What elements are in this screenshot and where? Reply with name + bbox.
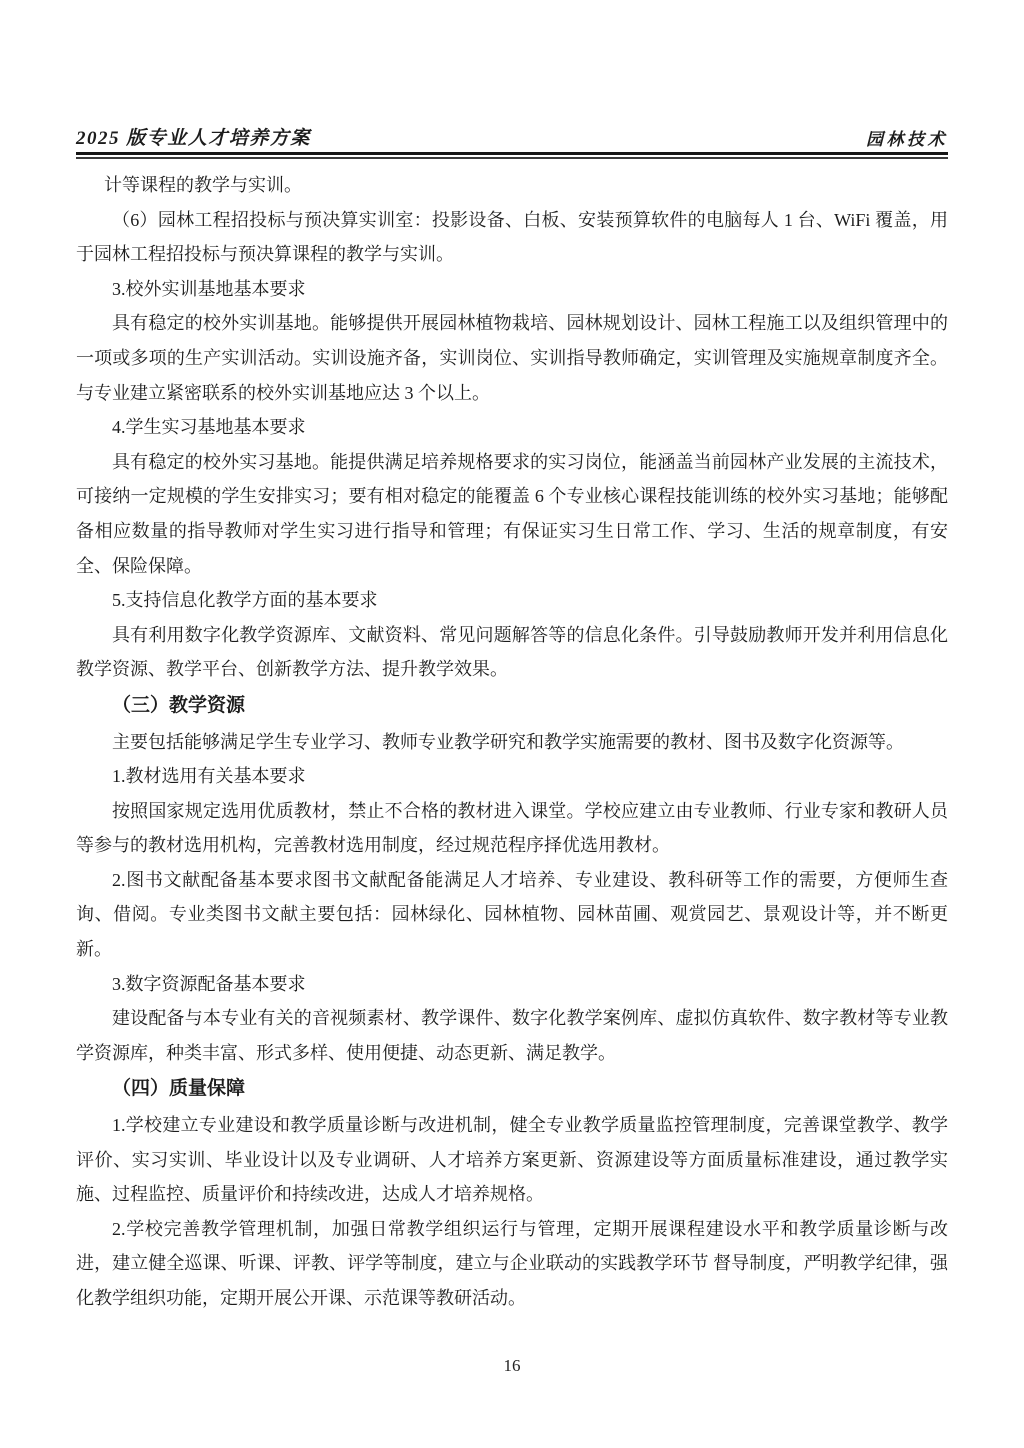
paragraph: （6）园林工程招投标与预决算实训室：投影设备、白板、安装预算软件的电脑每人 1 台、WiFi 覆盖，用于园林工程招投标与预决算课程的教学与实训。 [76, 209, 948, 265]
paragraph: 2.学校完善教学管理机制，加强日常教学组织运行与管理，定期开展课程建设水平和教学质量诊断与改进，建立健全巡课、听课、评教、评学等制度，建立与企业联动的实践教学环节 督导制度，严明教学纪律，强化教学组织功能，定期开展公开课、示范课等教研活动。 [76, 1218, 948, 1308]
paragraph: 具有稳定的校外实训基地。能够提供开展园林植物栽培、园林规划设计、园林工程施工以及组织管理中的一项或多项的生产实训活动。实训设施齐备，实训岗位、实训指导教师确定，实训管理及实施规章制度齐全。与专业建立紧密联系的校外实训基地应达 3 个以上。 [76, 313, 948, 403]
paragraph: 具有稳定的校外实习基地。能提供满足培养规格要求的实习岗位，能涵盖当前园林产业发展的主流技术，可接纳一定规模的学生安排实习；要有相对稳定的能覆盖 6 个专业核心课程技能训练的校外实习基地；能够配备相应数量的指导教师对学生实习进行指导和管理；有保证实习生日常工作、学习、生活的规章制度，有安全、保险保障。 [76, 451, 948, 576]
paragraph: 主要包括能够满足学生专业学习、教师专业教学研究和教学实施需要的教材、图书及数字化资源等。 [112, 731, 904, 752]
page-number: 16 [503, 1356, 521, 1375]
paragraph: 2.图书文献配备基本要求图书文献配备能满足人才培养、专业建设、教科研等工作的需要，方便师生查询、借阅。专业类图书文献主要包括：园林绿化、园林植物、园林苗圃、观赏园艺、景观设计等，并不断更新。 [76, 869, 948, 960]
section-heading: （三）教学资源 [112, 694, 246, 716]
paragraph: 计等课程的教学与实训。 [104, 175, 302, 195]
header-divider-rule [76, 152, 948, 159]
paragraph: 具有利用数字化教学资源库、文献资料、常见问题解答等的信息化条件。引导鼓励教师开发并利用信息化教学资源、教学平台、创新教学方法、提升教学效果。 [76, 624, 948, 680]
header-document-title: 2025 版专业人才培养方案 [76, 128, 311, 149]
header-major-name: 园林技术 [866, 130, 948, 149]
paragraph: 5.支持信息化教学方面的基本要求 [112, 590, 378, 611]
paragraph: 按照国家规定选用优质教材，禁止不合格的教材进入课堂。学校应建立由专业教师、行业专家和教研人员等参与的教材选用机构，完善教材选用制度，经过规范程序择优选用教材。 [76, 800, 948, 856]
paragraph: 3.校外实训基地基本要求 [112, 278, 306, 299]
document-body [76, 168, 948, 1316]
paragraph: 3.数字资源配备基本要求 [112, 973, 306, 994]
paragraph: 1.学校建立专业建设和教学质量诊断与改进机制，健全专业教学质量监控管理制度，完善课堂教学、教学评价、实习实训、毕业设计以及专业调研、人才培养方案更新、资源建设等方面质量标准建设，通过教学实施、过程监控、质量评价和持续改进，达成人才培养规格。 [76, 1115, 948, 1205]
paragraph: 建设配备与本专业有关的音视频素材、教学课件、数字化教学案例库、虚拟仿真软件、数字教材等专业教学资源库，种类丰富、形式多样、使用便捷、动态更新、满足教学。 [76, 1008, 948, 1063]
page-header [76, 122, 948, 150]
page-footer [0, 1356, 1024, 1376]
section-heading: （四）质量保障 [112, 1078, 246, 1100]
paragraph: 4.学生实习基地基本要求 [112, 417, 306, 438]
paragraph: 1.教材选用有关基本要求 [112, 766, 306, 787]
